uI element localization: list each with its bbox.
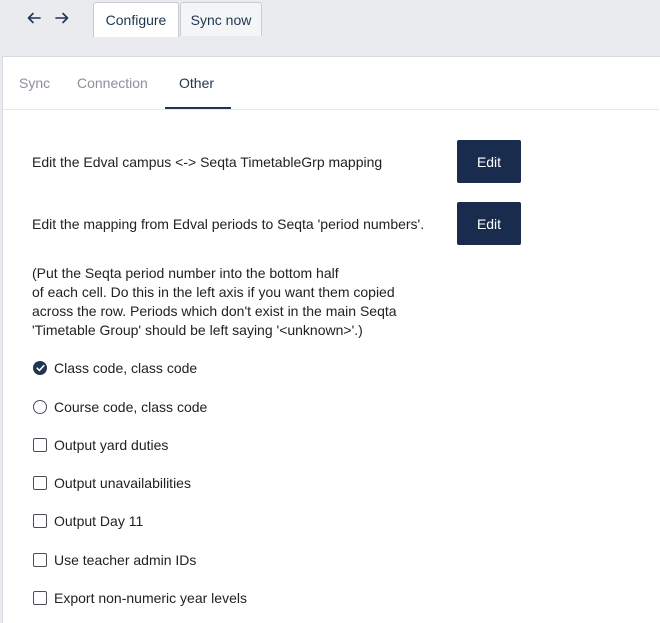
settings-panel bbox=[2, 56, 660, 623]
period-mapping-note bbox=[32, 264, 452, 340]
option-label: Output Day 11 bbox=[54, 513, 144, 529]
checkbox-icon[interactable] bbox=[33, 438, 47, 452]
check-glyph bbox=[36, 364, 45, 372]
radio-unchecked-icon[interactable] bbox=[33, 400, 47, 414]
tab-sync-now[interactable]: Sync now bbox=[180, 2, 262, 36]
radio-course-code[interactable] bbox=[33, 397, 207, 417]
back-arrow-glyph bbox=[27, 12, 41, 24]
option-label: Export non-numeric year levels bbox=[54, 590, 247, 606]
edit-campus-mapping-button[interactable]: Edit bbox=[457, 140, 521, 183]
option-label: Course code, class code bbox=[54, 399, 208, 415]
active-subtab-indicator bbox=[165, 107, 231, 109]
tab-configure[interactable]: Configure bbox=[93, 2, 179, 37]
subtab-bar bbox=[3, 57, 659, 110]
option-label: Output yard duties bbox=[54, 437, 169, 453]
period-mapping-label: Edit the mapping from Edval periods to Seqta 'period numbers'. bbox=[32, 216, 425, 232]
checkbox-icon[interactable] bbox=[33, 591, 47, 605]
checkbox-icon[interactable] bbox=[33, 476, 47, 490]
subtab-other[interactable]: Other bbox=[179, 75, 215, 91]
note-line: of each cell. Do this in the left axis if you want them copied bbox=[32, 284, 395, 300]
checkbox-output-yard-duties[interactable] bbox=[33, 435, 168, 455]
edit-period-mapping-button[interactable]: Edit bbox=[457, 202, 521, 245]
forward-arrow-glyph bbox=[55, 12, 69, 24]
note-line: across the row. Periods which don't exist in the main Seqta bbox=[32, 303, 397, 319]
top-bar bbox=[0, 0, 660, 36]
campus-mapping-label: Edit the Edval campus <-> Seqta TimetableGrp mapping bbox=[32, 154, 383, 170]
arrow-left-icon[interactable] bbox=[24, 8, 44, 28]
radio-checked-icon[interactable] bbox=[33, 361, 47, 375]
note-line: (Put the Seqta period number into the bottom half bbox=[32, 265, 339, 281]
checkbox-output-unavailabilities[interactable] bbox=[33, 473, 191, 493]
subtab-connection[interactable]: Connection bbox=[77, 75, 148, 91]
option-label: Class code, class code bbox=[54, 360, 198, 376]
checkbox-use-teacher-admin-ids[interactable] bbox=[33, 550, 196, 570]
checkbox-icon[interactable] bbox=[33, 514, 47, 528]
arrow-right-icon[interactable] bbox=[52, 8, 72, 28]
checkbox-output-day-11[interactable] bbox=[33, 511, 143, 531]
checkbox-export-non-numeric-year-levels[interactable] bbox=[33, 588, 247, 608]
checkbox-icon[interactable] bbox=[33, 553, 47, 567]
option-label: Use teacher admin IDs bbox=[54, 552, 197, 568]
subtab-sync[interactable]: Sync bbox=[19, 75, 51, 91]
note-line: 'Timetable Group' should be left saying '<unknown>'.) bbox=[32, 322, 363, 338]
radio-class-code[interactable] bbox=[33, 358, 197, 378]
option-label: Output unavailabilities bbox=[54, 475, 191, 491]
